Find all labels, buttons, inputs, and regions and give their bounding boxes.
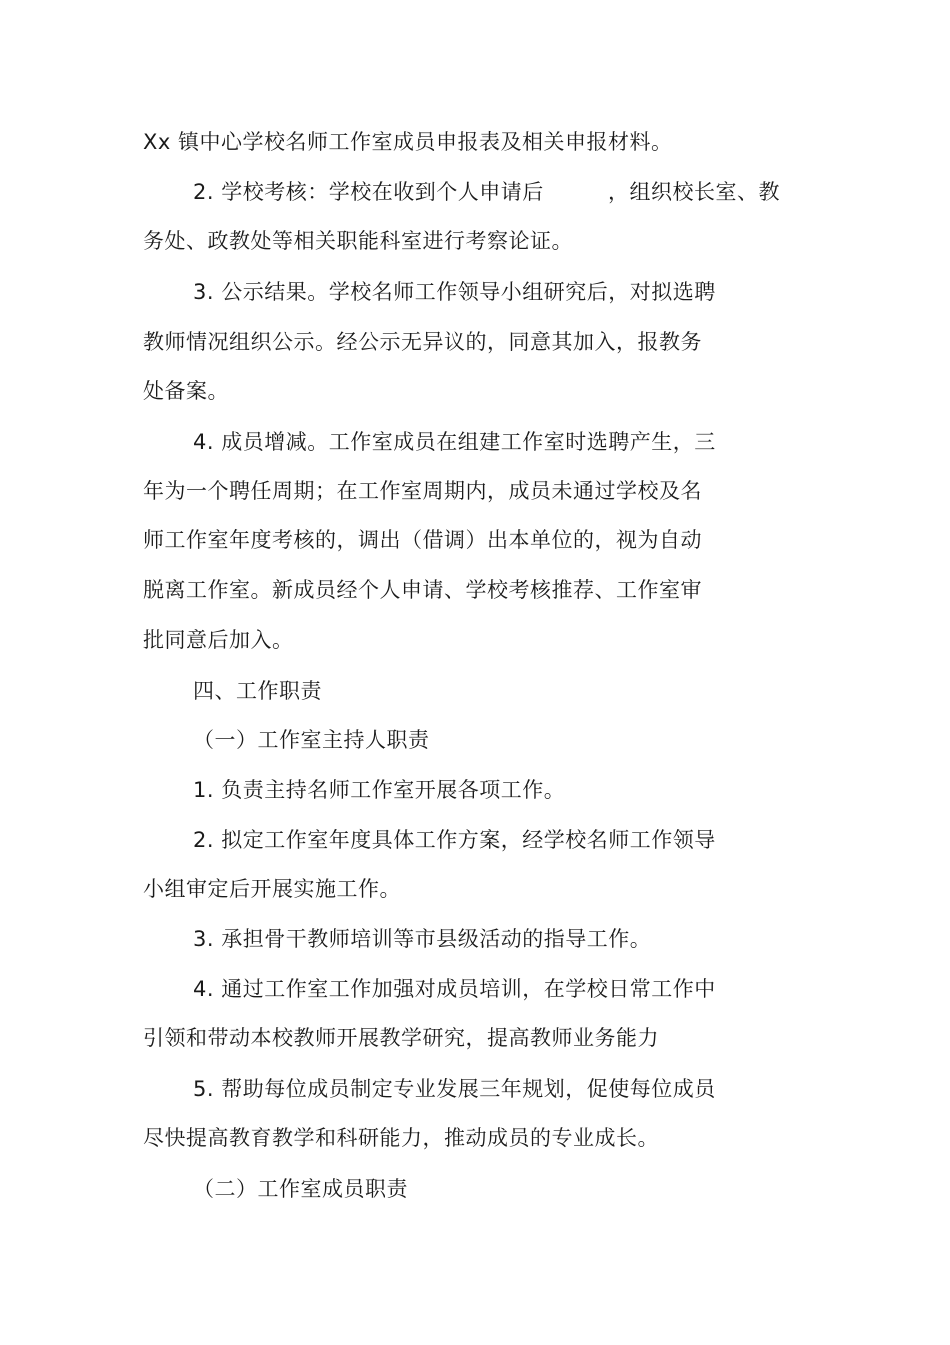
text-line: 2. 拟定工作室年度具体工作方案，经学校名师工作领导 [193,828,716,852]
text-line: 4. 成员增减。工作室成员在组建工作室时选聘产生，三 [193,430,716,454]
text-line: 1. 负责主持名师工作室开展各项工作。 [193,778,566,802]
text-line: 2. 学校考核：学校在收到个人申请后 [193,180,544,204]
text-line: 师工作室年度考核的，调出（借调）出本单位的，视为自动 [143,528,702,552]
text-line: 务处、政教处等相关职能科室进行考察论证。 [143,229,573,253]
text-line: 5. 帮助每位成员制定专业发展三年规划，促使每位成员 [193,1077,716,1101]
text-line: 小组审定后开展实施工作。 [143,877,401,901]
text-line: 脱离工作室。新成员经个人申请、学校考核推荐、工作室审 [143,578,702,602]
text-line: 尽快提高教育教学和科研能力，推动成员的专业成长。 [143,1126,659,1150]
subsection-heading: （一）工作室主持人职责 [193,728,430,752]
text-line: 年为一个聘任周期；在工作室周期内，成员未通过学校及名 [143,479,702,503]
text-line: Xx 镇中心学校名师工作室成员申报表及相关申报材料。 [143,130,673,154]
section-heading: 四、工作职责 [193,679,322,703]
text-line: 3. 承担骨干教师培训等市县级活动的指导工作。 [193,927,652,951]
text-line: 批同意后加入。 [143,628,294,652]
text-line: 教师情况组织公示。经公示无异议的，同意其加入，报教务 [143,330,702,354]
text-line: 引领和带动本校教师开展教学研究，提高教师业务能力 [143,1026,659,1050]
text-line: 4. 通过工作室工作加强对成员培训，在学校日常工作中 [193,977,716,1001]
text-line: 处备案。 [143,379,229,403]
text-line: ，组织校长室、教 [608,180,780,204]
text-line: 3. 公示结果。学校名师工作领导小组研究后，对拟选聘 [193,280,716,304]
subsection-heading: （二）工作室成员职责 [193,1177,408,1201]
